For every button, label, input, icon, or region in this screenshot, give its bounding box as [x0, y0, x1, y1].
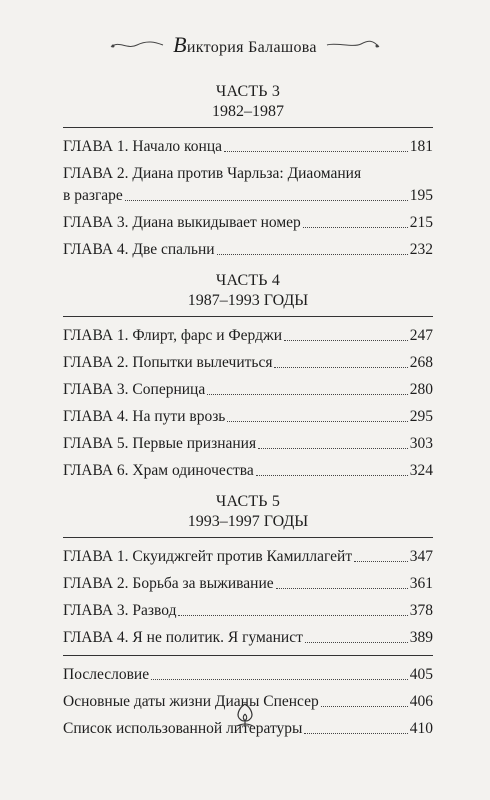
page-number: 406	[409, 693, 433, 710]
part-years: 1993–1997 ГОДЫ	[187, 513, 309, 530]
page-number: 181	[409, 138, 433, 155]
entry-label: ГЛАВА 5. Первые признания	[63, 435, 257, 452]
entry-label: ГЛАВА 4. Две спальни	[63, 241, 215, 258]
leader-dots	[224, 151, 408, 152]
part-5	[63, 492, 433, 649]
entry-label-continued: в разгаре	[63, 187, 123, 204]
entry-label: ГЛАВА 1. Флирт, фарс и Ферджи	[63, 327, 282, 344]
toc-entry[interactable]	[63, 627, 433, 649]
toc-entry[interactable]	[63, 379, 433, 401]
leader-dots	[354, 561, 408, 562]
toc-entry[interactable]	[63, 600, 433, 622]
part-3	[63, 82, 433, 261]
page-number: 247	[409, 327, 433, 344]
table-of-contents	[63, 82, 433, 745]
toc-entry[interactable]	[63, 573, 433, 595]
leader-dots	[305, 642, 408, 643]
page-number: 324	[409, 462, 433, 479]
leader-dots	[276, 588, 408, 589]
page-number: 295	[409, 408, 433, 425]
entry-label: Послесловие	[63, 666, 150, 683]
entry-label: ГЛАВА 4. На пути врозь	[63, 408, 226, 425]
toc-entry[interactable]	[63, 212, 433, 234]
right-flourish-icon	[325, 38, 381, 52]
entry-label: ГЛАВА 2. Борьба за выживание	[63, 575, 274, 592]
leader-dots	[217, 254, 408, 255]
page-number: 303	[409, 435, 433, 452]
leader-dots	[151, 679, 408, 680]
leader-dots	[256, 475, 408, 476]
leader-dots	[284, 340, 408, 341]
flourish-icon	[215, 700, 275, 730]
part-4	[63, 271, 433, 482]
entry-continuation	[63, 185, 433, 207]
toc-entry[interactable]	[63, 352, 433, 374]
toc-entry[interactable]	[63, 325, 433, 347]
page-number: 410	[409, 720, 433, 737]
part-title: ЧАСТЬ 5	[215, 493, 281, 510]
divider	[63, 537, 433, 538]
page-number: 215	[409, 214, 433, 231]
part-years: 1987–1993 ГОДЫ	[187, 292, 309, 309]
page-number: 361	[409, 575, 433, 592]
running-header	[0, 32, 490, 58]
entry-label: ГЛАВА 3. Диана выкидывает номер	[63, 214, 301, 231]
page-number: 405	[409, 666, 433, 683]
leader-dots	[227, 421, 407, 422]
entry-label: ГЛАВА 2. Попытки вылечиться	[63, 354, 273, 371]
leader-dots	[258, 448, 408, 449]
leader-dots	[207, 394, 408, 395]
part-title: ЧАСТЬ 4	[215, 272, 281, 289]
leader-dots	[274, 367, 407, 368]
toc-entry[interactable]	[63, 163, 433, 207]
entry-label: ГЛАВА 1. Скуиджгейт против Камиллагейт	[63, 548, 353, 565]
page-number: 280	[409, 381, 433, 398]
leader-dots	[304, 733, 407, 734]
toc-entry[interactable]	[63, 664, 433, 686]
toc-entry[interactable]	[63, 460, 433, 482]
entry-label: Список использованной литературы	[63, 720, 303, 737]
divider	[63, 655, 433, 656]
author-name: Виктория Балашова	[173, 32, 317, 57]
divider	[63, 127, 433, 128]
entry-label: ГЛАВА 2. Диана против Чарльза: Диаомания	[63, 165, 362, 182]
divider	[63, 316, 433, 317]
leader-dots	[125, 200, 408, 201]
entry-label: ГЛАВА 6. Храм одиночества	[63, 462, 254, 479]
toc-entry[interactable]	[63, 433, 433, 455]
entry-label: ГЛАВА 4. Я не политик. Я гуманист	[63, 629, 303, 646]
toc-entry[interactable]	[63, 546, 433, 568]
page-number: 347	[409, 548, 433, 565]
toc-entry[interactable]	[63, 136, 433, 158]
part-years: 1982–1987	[212, 103, 284, 120]
entry-label: ГЛАВА 3. Развод	[63, 602, 177, 619]
footer-ornament	[0, 700, 490, 730]
part-title: ЧАСТЬ 3	[215, 83, 281, 100]
entry-label: ГЛАВА 3. Соперница	[63, 381, 206, 398]
leader-dots	[303, 227, 408, 228]
page-number: 268	[409, 354, 433, 371]
toc-entry[interactable]	[63, 406, 433, 428]
leader-dots	[178, 615, 407, 616]
page-number: 232	[409, 241, 433, 258]
entry-label: Основные даты жизни Дианы Спенсер	[63, 693, 319, 710]
left-flourish-icon	[109, 38, 165, 52]
page-number: 195	[409, 187, 433, 204]
page-number: 378	[409, 602, 433, 619]
toc-entry[interactable]	[63, 239, 433, 261]
entry-label: ГЛАВА 1. Начало конца	[63, 138, 223, 155]
page-number: 389	[409, 629, 433, 646]
